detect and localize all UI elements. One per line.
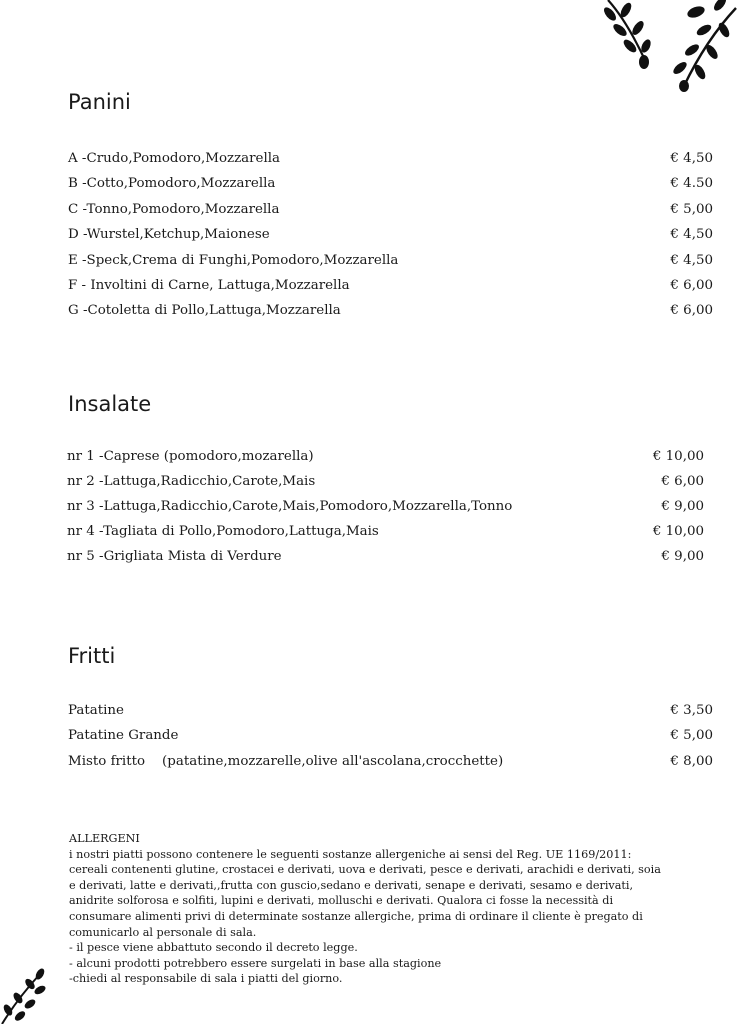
list-item (67, 474, 704, 496)
list-item (68, 151, 713, 173)
item-price: € 9,00 (661, 499, 704, 514)
item-name: A -Crudo,Pomodoro,Mozzarella (68, 151, 280, 166)
item-name: nr 1 -Caprese (pomodoro,mozarella) (67, 449, 314, 464)
item-name: nr 3 -Lattuga,Radicchio,Carote,Mais,Pomodoro,Mozzarella,Tonno (67, 499, 513, 514)
allergens-line: comunicarlo al personale di sala. (69, 925, 257, 939)
leaf-branch-icon (596, 0, 737, 92)
item-price: € 5,00 (670, 728, 713, 743)
allergens-notice (69, 831, 719, 987)
item-price: € 4.50 (670, 176, 713, 191)
item-price: € 10,00 (652, 449, 704, 464)
item-name: Patatine Grande (68, 728, 179, 743)
list-item (68, 227, 713, 249)
leaf-branch-icon (0, 968, 50, 1024)
item-name: D -Wurstel,Ketchup,Maionese (68, 227, 270, 242)
list-item (68, 202, 713, 224)
list-item (68, 253, 713, 275)
list-item (67, 449, 704, 471)
list-item (67, 524, 704, 546)
allergens-line: - il pesce viene abbattuto secondo il decreto legge. (69, 941, 358, 955)
list-item (67, 549, 704, 571)
allergens-line: consumare alimenti privi di determinate sostanze allergiche, prima di ordinare il cliente è pregato di (69, 909, 643, 923)
section-title-fritti: Fritti (68, 644, 116, 668)
allergens-line: cereali contenenti glutine, crostacei e derivati, uova e derivati, pesce e derivati, arachidi e derivati, soia (69, 863, 661, 877)
section-title-insalate: Insalate (68, 392, 152, 416)
item-price: € 6,00 (670, 303, 713, 318)
item-price: € 4,50 (670, 151, 713, 166)
item-name: G -Cotoletta di Pollo,Lattuga,Mozzarella (68, 303, 341, 318)
section-title-panini: Panini (68, 90, 131, 114)
list-item (68, 303, 713, 325)
list-item (68, 728, 713, 750)
item-price: € 4,50 (670, 253, 713, 268)
item-price: € 6,00 (661, 474, 704, 489)
item-price: € 3,50 (670, 703, 713, 718)
allergens-title: ALLERGENI (69, 832, 140, 845)
item-name: Patatine (68, 703, 124, 718)
item-name: Misto fritto (patatine,mozzarelle,olive all'ascolana,crocchette) (68, 754, 504, 769)
allergens-line: anidrite solforosa e solfiti, lupini e derivati, molluschi e derivati. Qualora ci fosse la necessità di (69, 894, 614, 908)
allergens-line: -chiedi al responsabile di sala i piatti del giorno. (69, 972, 343, 986)
item-name: E -Speck,Crema di Funghi,Pomodoro,Mozzarella (68, 253, 399, 268)
list-item (68, 754, 713, 776)
item-name: nr 2 -Lattuga,Radicchio,Carote,Mais (67, 474, 316, 489)
list-item (68, 176, 713, 198)
item-price: € 10,00 (652, 524, 704, 539)
list-item (67, 499, 704, 521)
list-item (68, 703, 713, 725)
item-price: € 8,00 (670, 754, 713, 769)
item-price: € 4,50 (670, 227, 713, 242)
item-name: C -Tonno,Pomodoro,Mozzarella (68, 202, 280, 217)
item-name: nr 4 -Tagliata di Pollo,Pomodoro,Lattuga,Mais (67, 524, 379, 539)
item-price: € 5,00 (670, 202, 713, 217)
item-price: € 6,00 (670, 278, 713, 293)
item-name: B -Cotto,Pomodoro,Mozzarella (68, 176, 276, 191)
allergens-line: i nostri piatti possono contenere le seguenti sostanze allergeniche ai sensi del Reg. UE 1169/2011: (69, 847, 632, 861)
item-price: € 9,00 (661, 549, 704, 564)
list-item (68, 278, 713, 300)
item-name: F - Involtini di Carne, Lattuga,Mozzarella (68, 278, 350, 293)
allergens-line: - alcuni prodotti potrebbero essere surgelati in base alla stagione (69, 956, 442, 970)
item-name: nr 5 -Grigliata Mista di Verdure (67, 549, 282, 564)
allergens-line: e derivati, latte e derivati,,frutta con guscio,sedano e derivati, senape e derivati, sesamo e derivati, (69, 878, 634, 892)
